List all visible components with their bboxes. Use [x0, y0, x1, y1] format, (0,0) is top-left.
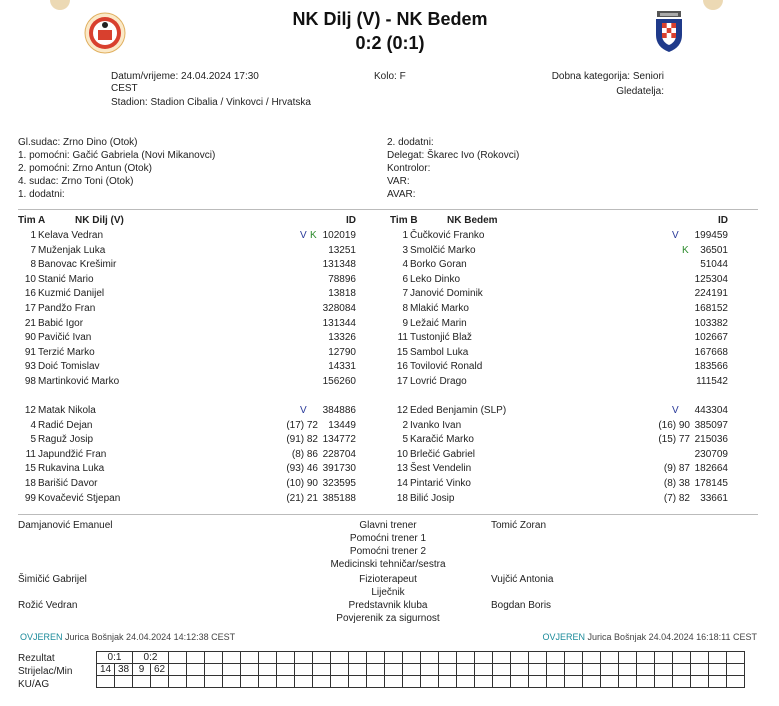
player-number: 1	[402, 230, 408, 241]
player-id: 391730	[322, 463, 356, 475]
ku-cell	[727, 676, 745, 688]
ku-cell	[349, 676, 367, 688]
staff-role-label: Povjerenik za sigurnost	[336, 613, 440, 624]
scorer-cell	[709, 664, 727, 676]
summary-row-scorers	[97, 664, 745, 676]
player-name: Barišić Davor	[38, 478, 98, 489]
scorer-cell	[295, 664, 313, 676]
ku-cell	[313, 676, 331, 688]
result-cell	[547, 652, 565, 664]
substitution-info: (91) 82	[286, 434, 318, 446]
match-round: Kolo: F	[374, 71, 406, 82]
official-line: 4. sudac: Zrno Toni (Otok)	[18, 176, 134, 187]
verification-left	[20, 632, 235, 642]
captain-mark-v: V	[300, 230, 307, 241]
result-cell	[187, 652, 205, 664]
player-name: Eded Benjamin (SLP)	[410, 405, 507, 416]
player-id: 131348	[322, 259, 356, 271]
result-cell	[583, 652, 601, 664]
scorer-cell	[367, 664, 385, 676]
player-number: 4	[30, 419, 36, 431]
match-title	[240, 9, 540, 30]
ku-cell	[115, 676, 133, 688]
match-category: Dobna kategorija: Seniori	[551, 71, 664, 82]
player-name: Tustonjić Blaž	[410, 332, 472, 344]
scorer-cell	[529, 664, 547, 676]
player-name: Pandžo Fran	[38, 303, 96, 314]
scorer-cell	[385, 664, 403, 676]
substitution-info: (93) 46	[286, 463, 318, 475]
match-stadium: Stadion: Stadion Cibalia / Vinkovci / Hrvatska	[111, 97, 311, 108]
player-number: 90	[24, 332, 36, 344]
result-cell	[511, 652, 529, 664]
player-name: Kovačević Stjepan	[38, 492, 121, 504]
result-cell	[709, 652, 727, 664]
player-name: Borko Goran	[410, 259, 467, 271]
player-id: 168152	[694, 303, 728, 314]
player-name: Bilić Josip	[410, 492, 455, 504]
match-date: Datum/vrijeme: 24.04.2024 17:30	[111, 71, 259, 82]
scorer-cell	[277, 664, 295, 676]
substitution-info: (10) 90	[286, 478, 318, 489]
player-number: 99	[24, 492, 36, 504]
decorative-corner-left	[50, 0, 70, 10]
result-cell	[277, 652, 295, 664]
player-id: 323595	[322, 478, 356, 489]
home-club-rep: Rožić Vedran	[18, 600, 78, 611]
result-cell	[727, 652, 745, 664]
captain-mark-v: V	[672, 230, 679, 241]
summary-label-scorer: Strijelac/Min	[18, 666, 73, 677]
scorer-cell	[547, 664, 565, 676]
official-line: 1. pomoćni: Gačić Gabriela (Novi Mikanovci)	[18, 150, 216, 161]
result-cell	[385, 652, 403, 664]
player-number: 91	[24, 346, 36, 358]
away-team-crest-icon	[654, 11, 684, 53]
ku-cell	[565, 676, 583, 688]
result-cell	[637, 652, 655, 664]
scorer-cell	[331, 664, 349, 676]
summary-row-ku	[97, 676, 745, 688]
scorer-cell	[601, 664, 619, 676]
player-id: 199459	[694, 230, 728, 241]
result-cell	[673, 652, 691, 664]
official-line: Delegat: Škarec Ivo (Rokovci)	[387, 150, 520, 161]
player-id: 215036	[694, 434, 728, 446]
scorer-cell	[673, 664, 691, 676]
player-name: Čučković Franko	[410, 230, 485, 241]
player-name: Japundžić Fran	[38, 448, 107, 460]
result-cell	[565, 652, 583, 664]
scorer-cell	[205, 664, 223, 676]
player-name: Karačić Marko	[410, 434, 474, 446]
player-number: 6	[402, 273, 408, 285]
ku-cell	[151, 676, 169, 688]
player-name: Brlečić Gabriel	[410, 448, 476, 460]
player-number: 98	[24, 376, 36, 387]
result-cell	[259, 652, 277, 664]
player-number: 8	[30, 259, 36, 271]
scorer-cell	[349, 664, 367, 676]
official-line: Kontrolor:	[387, 163, 431, 174]
player-number: 7	[402, 288, 408, 300]
verified-label: OVJEREN	[20, 632, 63, 642]
result-cell	[169, 652, 187, 664]
player-name: Kuzmić Danijel	[38, 288, 105, 300]
result-cell	[403, 652, 421, 664]
player-number: 10	[396, 448, 408, 460]
ku-cell	[187, 676, 205, 688]
player-name: Sambol Luka	[410, 346, 469, 358]
player-name: Kelava Vedran	[38, 230, 104, 241]
scorer-cell	[169, 664, 187, 676]
player-number: 15	[396, 346, 408, 358]
result-cell	[295, 652, 313, 664]
match-spectators: Gledatelja:	[616, 86, 664, 97]
home-head-coach: Damjanović Emanuel	[18, 520, 113, 531]
summary-label-ku: KU/AG	[18, 679, 50, 690]
verification-right	[480, 632, 757, 642]
staff-role-label: Pomoćni trener 2	[349, 546, 427, 557]
ku-cell	[133, 676, 151, 688]
scorer-cell: 9	[133, 664, 151, 676]
player-id: 33661	[700, 492, 728, 504]
player-id: 14331	[328, 361, 356, 373]
scorer-cell	[439, 664, 457, 676]
player-number: 12	[24, 405, 36, 416]
result-cell	[241, 652, 259, 664]
player-id: 36501	[700, 244, 728, 256]
player-name: Tovilović Ronald	[410, 361, 483, 373]
result-cell	[529, 652, 547, 664]
summary-row-results	[97, 652, 745, 664]
player-id: 134772	[322, 434, 356, 446]
home-team-name: NK Dilj (V)	[292, 9, 381, 29]
scorer-cell	[619, 664, 637, 676]
scorer-cell: 14	[97, 664, 115, 676]
scorer-cell	[313, 664, 331, 676]
player-name: Doić Tomislav	[38, 361, 100, 373]
official-line: 2. pomoćni: Zrno Antun (Otok)	[18, 163, 152, 174]
player-number: 10	[24, 273, 36, 285]
substitution-info: (17) 72	[286, 419, 318, 431]
captain-mark-v: V	[672, 405, 679, 416]
scorer-cell	[457, 664, 475, 676]
verified-label: OVJEREN	[542, 632, 586, 642]
player-number: 5	[402, 434, 408, 446]
home-team-crest-icon	[84, 12, 126, 54]
substitution-info: (7) 82	[663, 492, 690, 504]
result-cell	[313, 652, 331, 664]
scorer-cell	[493, 664, 511, 676]
player-number: 5	[30, 434, 36, 446]
player-number: 14	[396, 478, 408, 489]
player-name: Leko Dinko	[410, 273, 461, 285]
player-number: 12	[396, 405, 408, 416]
player-number: 2	[402, 419, 408, 431]
player-number: 15	[24, 463, 36, 475]
player-number: 13	[396, 463, 408, 475]
substitution-info: (16) 90	[658, 419, 690, 431]
player-id: 230709	[694, 448, 728, 460]
result-cell	[655, 652, 673, 664]
substitution-info: (15) 77	[658, 434, 690, 446]
summary-grid	[96, 651, 745, 688]
staff-role-label: Pomoćni trener 1	[349, 533, 427, 544]
player-name: Babić Igor	[38, 317, 84, 329]
result-cell: 0:1	[97, 652, 133, 664]
player-id: 13818	[328, 288, 356, 300]
match-date-tz: CEST	[111, 83, 138, 94]
match-score: 0:2 (0:1)	[355, 33, 425, 53]
captain-mark-k: K	[682, 244, 689, 256]
official-line: 1. dodatni:	[18, 189, 65, 200]
player-number: 8	[402, 303, 408, 314]
ku-cell	[439, 676, 457, 688]
scorer-cell	[511, 664, 529, 676]
player-name: Lovrić Drago	[410, 376, 467, 387]
player-id: 13251	[328, 244, 356, 256]
scorer-cell	[259, 664, 277, 676]
verified-text: Jurica Bošnjak 24.04.2024 14:12:38 CEST	[65, 632, 236, 642]
ku-cell	[385, 676, 403, 688]
player-id: 328084	[322, 303, 356, 314]
away-physio: Vujčić Antonia	[491, 574, 554, 585]
result-cell	[619, 652, 637, 664]
scorer-cell	[655, 664, 673, 676]
ku-cell	[277, 676, 295, 688]
staff-role-label: Liječnik	[371, 587, 405, 598]
player-number: 3	[402, 244, 408, 256]
official-line: VAR:	[387, 176, 410, 187]
player-number: 17	[396, 376, 408, 387]
ku-cell	[637, 676, 655, 688]
player-number: 4	[402, 259, 408, 271]
player-id: 183566	[694, 361, 728, 373]
ku-cell	[331, 676, 349, 688]
player-name: Terzić Marko	[38, 346, 95, 358]
player-id: 182664	[694, 463, 728, 475]
player-id: 443304	[694, 405, 728, 416]
player-number: 16	[396, 361, 408, 373]
decorative-corner-right	[703, 0, 723, 10]
substitution-info: (9) 87	[663, 463, 690, 475]
player-number: 93	[24, 361, 36, 373]
player-name: Ležaić Marin	[410, 317, 467, 329]
scorer-cell	[565, 664, 583, 676]
scorer-cell	[475, 664, 493, 676]
player-id: 125304	[694, 273, 728, 285]
player-id: 102019	[322, 230, 356, 241]
player-id: 156260	[322, 376, 356, 387]
player-id: 12790	[328, 346, 356, 358]
ku-cell	[97, 676, 115, 688]
player-name: Mlakić Marko	[410, 303, 469, 314]
staff-role-label: Glavni trener	[359, 520, 417, 531]
ku-cell	[529, 676, 547, 688]
result-cell	[457, 652, 475, 664]
result-cell: 0:2	[133, 652, 169, 664]
scorer-minute-cell: 62	[151, 664, 169, 676]
player-id: 51044	[700, 259, 728, 271]
substitution-info: (8) 86	[291, 448, 318, 460]
ku-cell	[583, 676, 601, 688]
player-name: Matak Nikola	[38, 405, 96, 416]
player-number: 21	[24, 317, 36, 329]
player-id: 385188	[322, 492, 356, 504]
ku-cell	[691, 676, 709, 688]
scorer-cell	[241, 664, 259, 676]
player-id: 13449	[328, 419, 356, 431]
ku-cell	[403, 676, 421, 688]
result-cell	[601, 652, 619, 664]
ku-cell	[673, 676, 691, 688]
player-number: 1	[30, 230, 36, 241]
player-id: 224191	[694, 288, 728, 300]
result-cell	[493, 652, 511, 664]
ku-cell	[511, 676, 529, 688]
scorer-cell	[583, 664, 601, 676]
ku-cell	[205, 676, 223, 688]
player-id: 102667	[694, 332, 728, 344]
title-separator: -	[385, 9, 392, 29]
summary-label-result: Rezultat	[18, 653, 55, 664]
away-club-rep: Bogdan Boris	[491, 600, 552, 611]
captain-mark-k: K	[310, 230, 317, 241]
ku-cell	[619, 676, 637, 688]
player-number: 18	[396, 492, 408, 504]
team-a-id-header: ID	[346, 215, 356, 226]
ku-cell	[655, 676, 673, 688]
result-cell	[691, 652, 709, 664]
substitution-info: (8) 38	[663, 478, 690, 489]
team-b-name: NK Bedem	[447, 215, 498, 226]
official-line: 2. dodatni:	[387, 137, 434, 148]
player-name: Pintarić Vinko	[410, 478, 471, 489]
ku-cell	[457, 676, 475, 688]
staff-role-label: Fizioterapeut	[359, 574, 417, 585]
player-id: 167668	[694, 346, 728, 358]
ku-cell	[493, 676, 511, 688]
ku-cell	[223, 676, 241, 688]
result-cell	[475, 652, 493, 664]
scorer-cell	[187, 664, 205, 676]
staff-role-label: Predstavnik kluba	[348, 600, 428, 611]
ku-cell	[601, 676, 619, 688]
player-number: 17	[24, 303, 36, 314]
player-name: Ivanko Ivan	[410, 419, 462, 431]
player-name: Martinković Marko	[38, 376, 120, 387]
player-name: Raguž Josip	[38, 434, 94, 446]
player-id: 131344	[322, 317, 356, 329]
home-physio: Šimičić Gabrijel	[18, 574, 87, 585]
ku-cell	[421, 676, 439, 688]
result-cell	[349, 652, 367, 664]
player-id: 385097	[694, 419, 728, 431]
verified-text: Jurica Bošnjak 24.04.2024 16:18:11 CEST	[587, 632, 757, 642]
scorer-cell	[421, 664, 439, 676]
player-number: 11	[25, 448, 36, 460]
player-name: Smolčić Marko	[410, 244, 476, 256]
scorer-minute-cell: 38	[115, 664, 133, 676]
substitution-info: (21) 21	[286, 492, 318, 504]
scorer-cell	[637, 664, 655, 676]
captain-mark-v: V	[300, 405, 307, 416]
player-id: 103382	[694, 317, 728, 329]
player-id: 111542	[696, 376, 728, 387]
ku-cell	[547, 676, 565, 688]
scorer-cell	[403, 664, 421, 676]
ku-cell	[709, 676, 727, 688]
staff-role-label: Medicinski tehničar/sestra	[330, 559, 446, 570]
player-id: 228704	[322, 448, 356, 460]
result-cell	[421, 652, 439, 664]
player-id: 384886	[322, 405, 356, 416]
result-cell	[367, 652, 385, 664]
result-cell	[331, 652, 349, 664]
team-a-label: Tim A	[18, 215, 46, 226]
player-name: Banovac Krešimir	[38, 259, 117, 271]
away-head-coach: Tomić Zoran	[491, 520, 547, 531]
player-name: Muženjak Luka	[38, 244, 106, 256]
result-cell	[439, 652, 457, 664]
player-id: 78896	[328, 273, 356, 285]
ku-cell	[295, 676, 313, 688]
ku-cell	[241, 676, 259, 688]
ku-cell	[367, 676, 385, 688]
player-name: Radić Dejan	[38, 419, 93, 431]
scorer-cell	[727, 664, 745, 676]
player-id: 13326	[328, 332, 356, 344]
player-number: 9	[402, 317, 408, 329]
player-name: Pavičić Ivan	[38, 332, 92, 344]
ku-cell	[259, 676, 277, 688]
player-number: 11	[397, 332, 408, 344]
team-b-id-header: ID	[718, 215, 728, 226]
player-number: 18	[24, 478, 36, 489]
player-number: 16	[24, 288, 36, 300]
ku-cell	[475, 676, 493, 688]
result-cell	[205, 652, 223, 664]
player-number: 7	[30, 244, 36, 256]
official-line: AVAR:	[387, 189, 416, 200]
scorer-cell	[223, 664, 241, 676]
team-a-name: NK Dilj (V)	[75, 215, 124, 226]
player-name: Rukavina Luka	[38, 463, 105, 475]
ku-cell	[169, 676, 187, 688]
divider	[18, 209, 758, 210]
player-name: Stanić Mario	[38, 273, 94, 285]
official-line: Gl.sudac: Zrno Dino (Otok)	[18, 137, 138, 148]
away-team-name: NK Bedem	[396, 9, 488, 29]
divider	[18, 514, 758, 515]
result-cell	[223, 652, 241, 664]
scorer-cell	[691, 664, 709, 676]
player-name: Janović Dominik	[410, 288, 483, 300]
team-b-label: Tim B	[390, 215, 418, 226]
player-id: 178145	[694, 478, 728, 489]
player-name: Šest Vendelin	[410, 463, 472, 475]
